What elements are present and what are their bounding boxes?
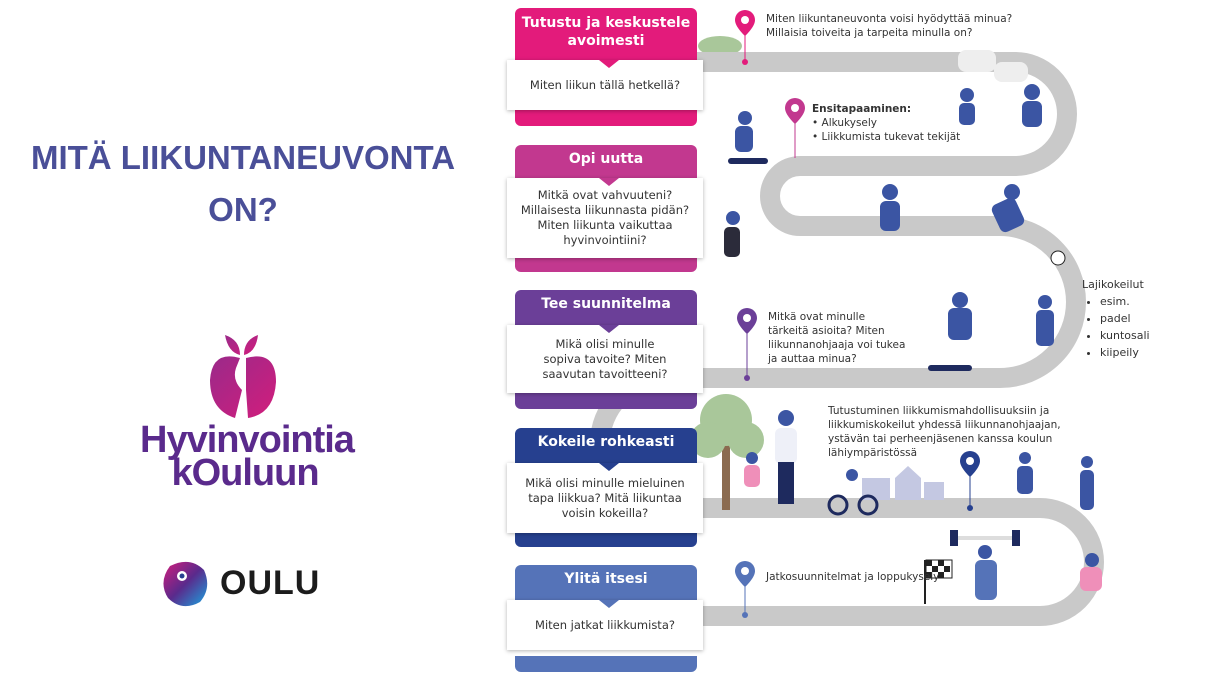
list-item: • Alkukysely: [812, 116, 972, 130]
stage-4: [515, 428, 697, 547]
location-pin-icon: [784, 98, 806, 160]
stage-title: Ylitä itsesi: [515, 565, 697, 600]
oulu-text: OULU: [220, 563, 321, 602]
page-title: MITÄ LIIKUNTANEUVONTA ON?: [30, 139, 456, 228]
note-sport-trials-title: Lajikokeilut: [1082, 278, 1144, 291]
list-item: • Liikkumista tukevat tekijät: [812, 130, 972, 144]
note-important-things: Mitkä ovat minulle tärkeitä asioita? Miten liikunnanohjaaja voi tukea ja auttaa minua?: [768, 311, 906, 365]
stage-question: Miten liikun tällä hetkellä?: [507, 60, 703, 110]
note-sport-trials: [1082, 276, 1192, 361]
football-icon: [1051, 251, 1065, 265]
location-pin-icon: [736, 308, 758, 384]
location-pin-icon: [734, 561, 756, 619]
list-item: • kiipeily: [1100, 344, 1192, 361]
list-item: • esim.: [1100, 293, 1192, 310]
list-item: • kuntosali: [1100, 327, 1192, 344]
stage-title: Kokeile rohkeasti: [515, 428, 697, 463]
stage-title: Opi uutta: [515, 145, 697, 178]
stage-question: Mitkä ovat vahvuuteni? Millaisesta liikunnasta pidän? Miten liikunta vaikuttaa hyvinvointiini?: [507, 178, 703, 258]
logo-line-2: kOuluun: [171, 452, 319, 494]
stage-question: Miten jatkat liikkumista?: [507, 600, 703, 650]
stage-2: [515, 145, 697, 272]
logo-line-1: Hyvinvointia: [140, 419, 354, 461]
location-pin-icon: [959, 451, 981, 513]
stage-1: [515, 8, 697, 126]
note-first-meeting: [812, 102, 972, 144]
stage-title: Tee suunnitelma: [515, 290, 697, 325]
stage-3: [515, 290, 697, 409]
note-follow-up: Jatkosuunnitelmat ja loppukysely: [766, 571, 940, 583]
houses-icon: [862, 466, 944, 500]
list-item: • padel: [1100, 310, 1192, 327]
note-benefit: Miten liikuntaneuvonta voisi hyödyttää minua? Millaisia toiveita ja tarpeita minulla on?: [766, 13, 1013, 39]
stage-question: Mikä olisi minulle mieluinen tapa liikkua? Mitä liikuntaa voisin kokeilla?: [507, 463, 703, 533]
stage-question: Mikä olisi minulle sopiva tavoite? Miten saavutan tavoitteeni?: [507, 325, 703, 393]
location-pin-icon: [734, 10, 756, 66]
note-exploration: Tutustuminen liikkumismahdollisuuksiin ja liikkumiskokeilut yhdessä liikunnanohjaajan, ystävän tai perheenjäsenen kanssa koulun lähiympäristössä: [828, 405, 1061, 459]
note-first-meeting-title: Ensitapaaminen:: [812, 103, 912, 115]
stage-5: [515, 565, 697, 672]
stage-title: Tutustu ja keskustele avoimesti: [515, 8, 697, 60]
